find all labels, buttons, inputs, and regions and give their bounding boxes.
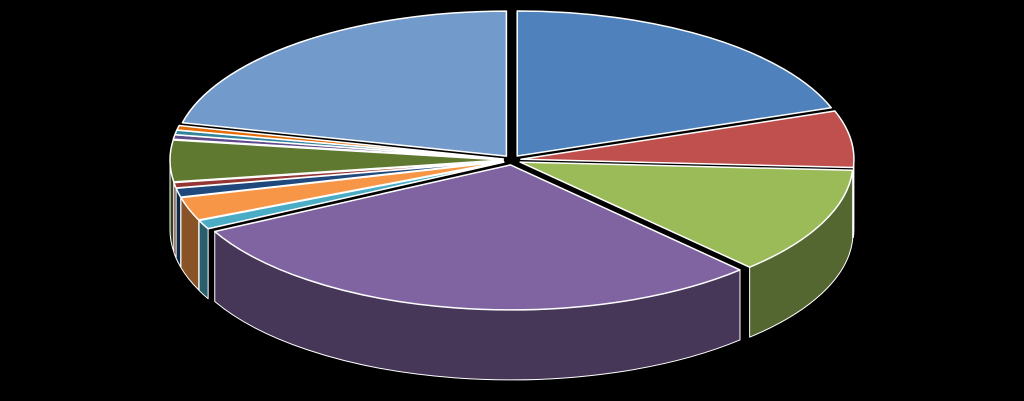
pie-slice-side-2 [853,159,854,237]
pie-slice-side-5 [199,221,208,299]
pie-top-layer [170,11,854,310]
pie-slice-side-7 [176,188,181,267]
